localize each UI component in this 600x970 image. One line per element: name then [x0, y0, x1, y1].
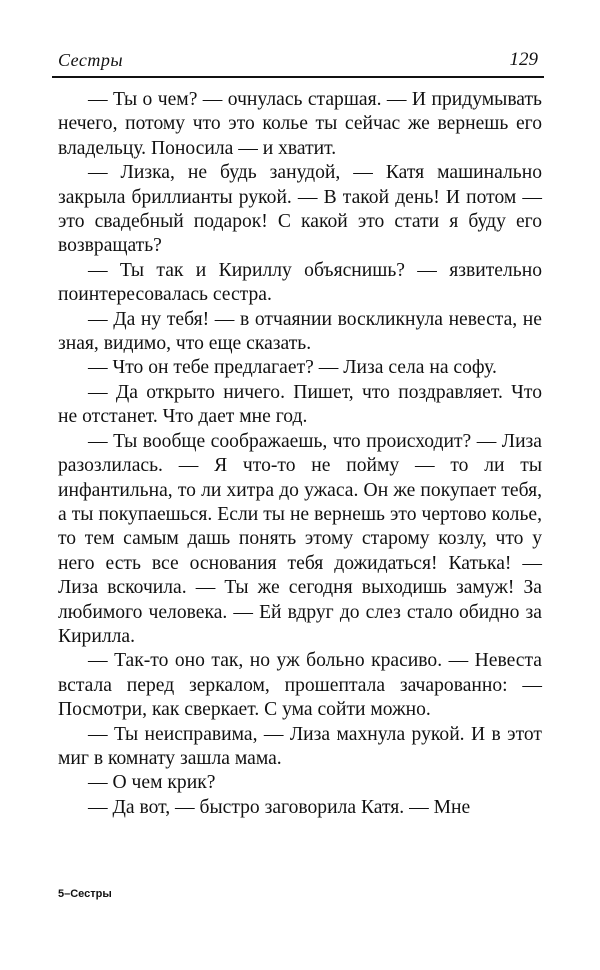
paragraph: — Ты так и Кириллу объяснишь? — язвительно поинтересовалась сестра.	[58, 259, 542, 306]
paragraph: — Да ну тебя! — в отчаянии воскликнула невеста, не зная, видимо, что еще сказать.	[58, 308, 542, 355]
paragraph: — Да вот, — быстро заговорила Катя. — Мне	[88, 796, 471, 818]
paragraph: — Ты неисправима, — Лиза махнула рукой. И в этот миг в комнату зашла мама.	[58, 723, 542, 769]
paragraph: — Что он тебе предлагает? — Лиза села на софу.	[88, 357, 497, 379]
paragraph: — Ты о чем? — очнулась старшая. — И придумывать нечего, потому что это колье ты сейчас же вернешь его владельцу. Поносила — и хватит.	[58, 89, 542, 159]
running-header	[52, 50, 544, 78]
body-text	[58, 88, 542, 820]
running-title: Сестры	[58, 50, 124, 70]
printer-signature: 5–Сестры	[58, 888, 112, 900]
paragraph: — О чем крик?	[88, 772, 216, 794]
paragraph: — Так-то оно так, но уж больно красиво. — Невеста встала перед зеркалом, прошептала зачарованно: — Посмотри, как сверкает. С ума сойти можно.	[58, 650, 542, 721]
paragraph: — Ты вообще соображаешь, что происходит? — Лиза разозлилась. — Я что-то не пойму — то ли ты инфантильна, то ли хитра до ужаса. Он же покупает тебя, а ты покупаешься. Если ты не вернешь это чертово колье, то тем самым дашь понять этому старому козлу, что у него есть все основания тебя дожидаться! Катька! — Лиза вскочила. — Ты же сегодня выходишь замуж! За любимого человека. — Ей вдруг до слез стало обидно за Кирилла.	[58, 430, 542, 647]
paragraph: — Да открыто ничего. Пишет, что поздравляет. Что не отстанет. Что дает мне год.	[58, 381, 542, 428]
page-number: 129	[509, 49, 538, 70]
paragraph: — Лизка, не будь занудой, — Катя машинально закрыла бриллианты рукой. — В такой день! И потом — это свадебный подарок! С какой это стати я буду его возвращать?	[58, 162, 542, 257]
